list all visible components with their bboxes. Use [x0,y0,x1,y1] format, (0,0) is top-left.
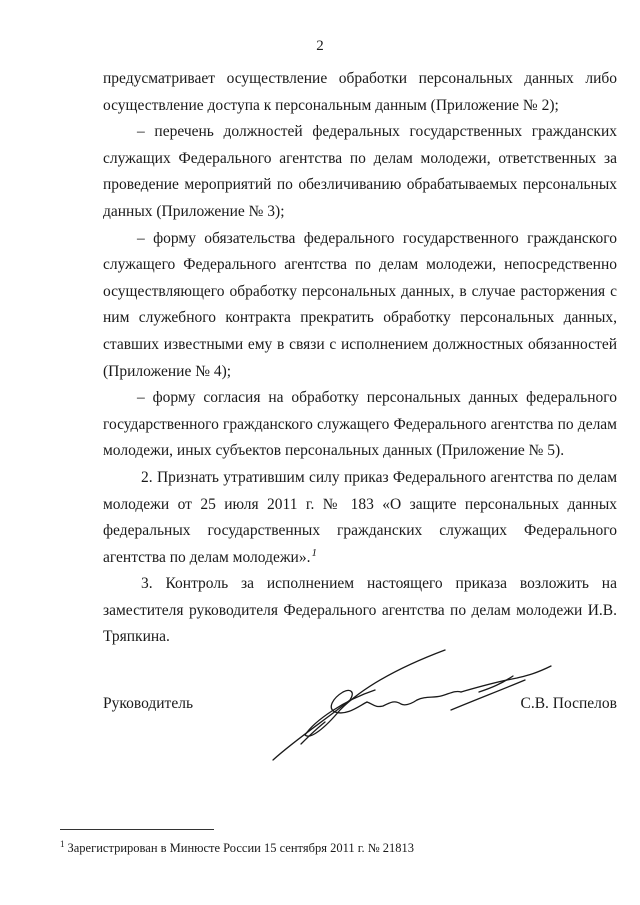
page-number: 2 [316,38,324,54]
document-body [103,66,617,651]
paragraph-item-3: 3. Контроль за исполнением настоящего приказа возложить на заместителя руководителя Федерального агентства по делам молодежи И.В. Тряпкина. [103,575,617,646]
footnote-mark: 1 [60,839,65,849]
footnote-reference: 1 [311,546,317,559]
paragraph-item-2 [103,465,617,571]
paragraph-continuation: предусматривает осуществление обработки персональных данных либо осуществление доступа к персональным данным (Приложение № 2); [103,70,617,114]
list-item-appendix-5: – форму согласия на обработку персональных данных федерального государственного гражданского служащего Федерального агентства по делам молодежи, иных субъектов персональных данных (Приложение № 5). [103,389,617,460]
list-item-appendix-4: – форму обязательства федерального государственного гражданского служащего Федерального агентства по делам молодежи, непосредственно осуществляющего обработку персональных данных, в случае расторжения с ним служебного контракта прекратить обработку персональных данных, ставших известными ему в связи с исполнением должностных обязанностей (Приложение № 4); [103,229,617,380]
list-item-appendix-3: – перечень должностей федеральных государственных гражданских служащих Федерального агентства по делам молодежи, ответственных за проведение мероприятий по обезличиванию обрабатываемых персональных данных (Приложение № 3); [103,123,617,220]
footnote-divider [60,829,214,830]
signer-name: С.В. Поспелов [520,695,617,712]
paragraph-item-2-text: 2. Признать утратившим силу приказ Федерального агентства по делам молодежи от 25 июля 2011 г. № 183 «О защите персональных данных федеральных государственных гражданских служащих Федерального агентства по делам молодежи». [103,468,617,566]
signer-position: Руководитель [103,695,194,712]
signature-block [103,695,617,719]
footnote-text: Зарегистрирован в Минюсте России 15 сентября 2011 г. № 21813 [67,841,414,856]
footnote [60,836,414,856]
